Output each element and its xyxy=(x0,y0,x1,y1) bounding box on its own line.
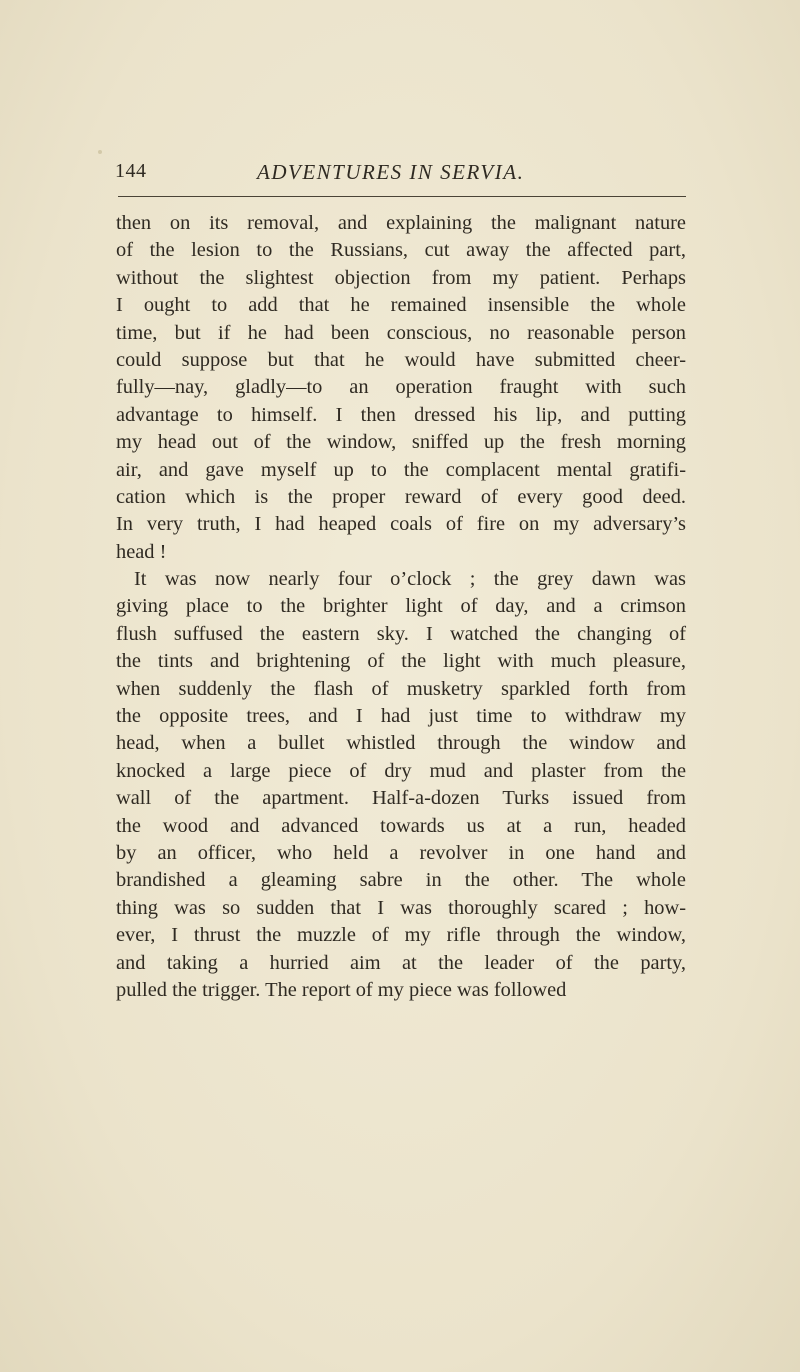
text-line: air, and gave myself up to the complacent mental gratifi- xyxy=(116,458,686,481)
text-line: my head out of the window, sniffed up the fresh morning xyxy=(116,431,686,454)
text-line: by an officer, who held a revolver in one hand and xyxy=(116,841,686,864)
header-rule xyxy=(118,196,686,197)
text-line: giving place to the brighter light of day, and a crimson xyxy=(116,595,686,618)
text-line: wall of the apartment. Half-a-dozen Turks issued from xyxy=(116,787,686,810)
text-line: and taking a hurried aim at the leader of the party, xyxy=(116,951,686,974)
paper-speck xyxy=(98,150,102,154)
text-line: the tints and brightening of the light with much pleasure, xyxy=(116,650,686,673)
running-title: ADVENTURES IN SERVIA. xyxy=(257,160,525,184)
text-line: brandished a gleaming sabre in the other. The whole xyxy=(116,869,686,892)
text-line: pulled the trigger. The report of my piece was followed xyxy=(116,978,567,1001)
text-line: advantage to himself. I then dressed his lip, and putting xyxy=(116,403,686,426)
text-line: time, but if he had been conscious, no reasonable person xyxy=(116,321,686,344)
text-line: the wood and advanced towards us at a run, headed xyxy=(116,814,686,837)
text-line: thing was so sudden that I was thoroughly scared ; how- xyxy=(116,896,686,919)
text-line: knocked a large piece of dry mud and plaster from the xyxy=(116,759,686,782)
text-line: could suppose but that he would have submitted cheer- xyxy=(116,348,686,371)
text-line: In very truth, I had heaped coals of fire on my adversary’s xyxy=(116,513,686,536)
text-line: I ought to add that he remained insensible the whole xyxy=(116,294,686,317)
text-line: flush suffused the eastern sky. I watched the changing of xyxy=(116,622,686,645)
text-line: of the lesion to the Russians, cut away the affected part, xyxy=(116,239,686,262)
text-line: then on its removal, and explaining the malignant nature xyxy=(116,212,686,234)
text-line: cation which is the proper reward of every good deed. xyxy=(116,485,686,508)
text-line: ever, I thrust the muzzle of my rifle through the window, xyxy=(116,924,686,947)
text-line: fully—nay, gladly—to an operation fraught with such xyxy=(116,376,686,399)
text-line: head ! xyxy=(116,540,167,563)
page-number: 144 xyxy=(115,160,147,182)
text-line: head, when a bullet whistled through the window and xyxy=(116,732,686,755)
running-head xyxy=(115,160,687,186)
text-line: It was now nearly four o’clock ; the grey dawn was xyxy=(134,568,686,591)
text-line: when suddenly the flash of musketry sparkled forth from xyxy=(116,677,686,700)
text-line: without the slightest objection from my patient. Perhaps xyxy=(116,266,686,289)
body-text xyxy=(116,210,686,1004)
text-line: the opposite trees, and I had just time to withdraw my xyxy=(116,705,686,728)
